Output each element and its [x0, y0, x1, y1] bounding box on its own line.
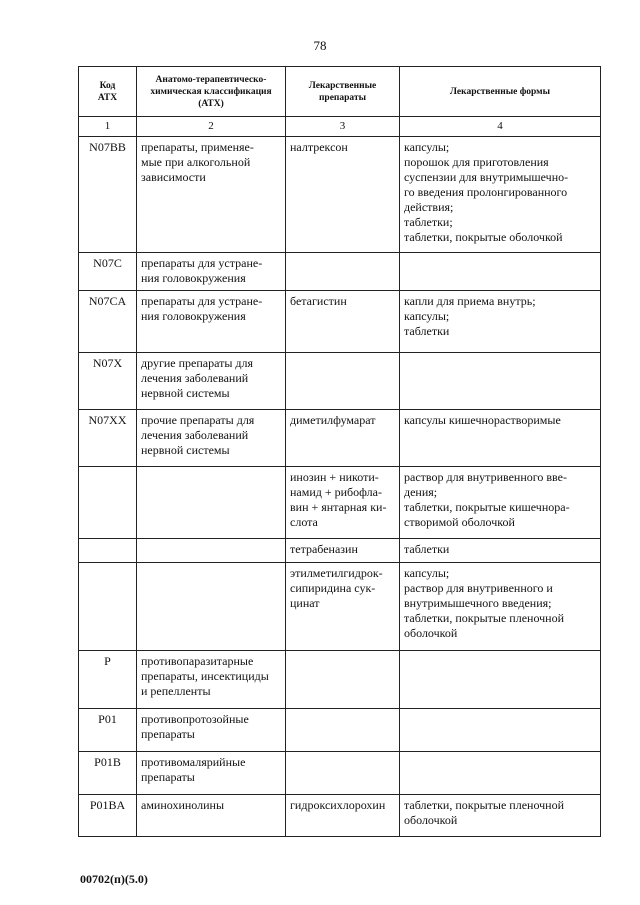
classification-cell — [137, 539, 286, 563]
classification-cell: другие препараты для лечения заболеваний нервной системы — [137, 353, 286, 410]
classification-cell: противопротозойные препараты — [137, 709, 286, 752]
table-row — [79, 539, 601, 563]
dosage-forms-cell — [400, 353, 601, 410]
drug-cell — [286, 253, 400, 291]
dosage-forms-cell: капсулы; раствор для внутривенного и внутримышечного введения; таблетки, покрытые пленочной оболочкой — [400, 563, 601, 651]
table-row — [79, 137, 601, 253]
atx-code-cell: P — [79, 651, 137, 709]
atx-code-cell: P01B — [79, 752, 137, 795]
table-row — [79, 795, 601, 837]
drug-cell: бетагистин — [286, 291, 400, 353]
drug-cell — [286, 709, 400, 752]
dosage-forms-cell — [400, 253, 601, 291]
table-row — [79, 709, 601, 752]
header-atx-code: Код АТХ — [79, 67, 137, 117]
drug-cell — [286, 353, 400, 410]
column-number: 4 — [400, 117, 601, 137]
drug-cell: инозин + никоти- намид + рибофла- вин + янтарная ки- слота — [286, 467, 400, 539]
atx-code-cell: N07XX — [79, 410, 137, 467]
drug-cell: диметилфумарат — [286, 410, 400, 467]
column-number: 1 — [79, 117, 137, 137]
classification-cell: противопаразитарные препараты, инсектициды и репелленты — [137, 651, 286, 709]
document-code-footer: 00702(п)(5.0) — [80, 872, 148, 886]
classification-cell — [137, 563, 286, 651]
classification-cell: препараты для устране- ния головокружения — [137, 253, 286, 291]
drug-cell: этилметилгидрок- сипиридина сук- цинат — [286, 563, 400, 651]
atx-code-cell: P01BA — [79, 795, 137, 837]
atx-code-cell — [79, 467, 137, 539]
table-row — [79, 253, 601, 291]
atx-code-cell: N07C — [79, 253, 137, 291]
classification-cell: прочие препараты для лечения заболеваний нервной системы — [137, 410, 286, 467]
drug-cell — [286, 651, 400, 709]
header-dosage-forms: Лекарственные формы — [400, 67, 601, 117]
column-number: 3 — [286, 117, 400, 137]
table-row — [79, 752, 601, 795]
dosage-forms-cell — [400, 709, 601, 752]
column-number-row — [79, 117, 601, 137]
atx-code-cell — [79, 539, 137, 563]
dosage-forms-cell: капсулы кишечнорастворимые — [400, 410, 601, 467]
atx-table — [78, 66, 601, 837]
table-row — [79, 291, 601, 353]
classification-cell: противомалярийные препараты — [137, 752, 286, 795]
dosage-forms-cell: таблетки, покрытые пленочной оболочкой — [400, 795, 601, 837]
classification-cell: препараты, применяе- мые при алкогольной зависимости — [137, 137, 286, 253]
header-row — [79, 67, 601, 117]
classification-cell: препараты для устране- ния головокружения — [137, 291, 286, 353]
table-row — [79, 353, 601, 410]
atx-code-cell: P01 — [79, 709, 137, 752]
column-number: 2 — [137, 117, 286, 137]
header-classification: Анатомо-терапевтическо- химическая классификация (АТХ) — [137, 67, 286, 117]
dosage-forms-cell: раствор для внутривенного вве- дения; таблетки, покрытые кишечнора- створимой оболочкой — [400, 467, 601, 539]
atx-code-cell: N07BB — [79, 137, 137, 253]
atx-code-cell: N07CA — [79, 291, 137, 353]
classification-cell: аминохинолины — [137, 795, 286, 837]
atx-code-cell — [79, 563, 137, 651]
dosage-forms-cell: капли для приема внутрь; капсулы; таблетки — [400, 291, 601, 353]
header-drugs: Лекарственные препараты — [286, 67, 400, 117]
drug-cell: налтрексон — [286, 137, 400, 253]
table-row — [79, 651, 601, 709]
dosage-forms-cell: таблетки — [400, 539, 601, 563]
table-row — [79, 467, 601, 539]
dosage-forms-cell: капсулы; порошок для приготовления суспензии для внутримышечно- го введения пролонгированного действия; таблетки; таблетки, покрытые оболочкой — [400, 137, 601, 253]
dosage-forms-cell — [400, 651, 601, 709]
drug-cell: гидроксихлорохин — [286, 795, 400, 837]
dosage-forms-cell — [400, 752, 601, 795]
page-number: 78 — [313, 38, 327, 53]
table-row — [79, 410, 601, 467]
table-row — [79, 563, 601, 651]
classification-cell — [137, 467, 286, 539]
drug-cell: тетрабеназин — [286, 539, 400, 563]
drug-cell — [286, 752, 400, 795]
atx-code-cell: N07X — [79, 353, 137, 410]
